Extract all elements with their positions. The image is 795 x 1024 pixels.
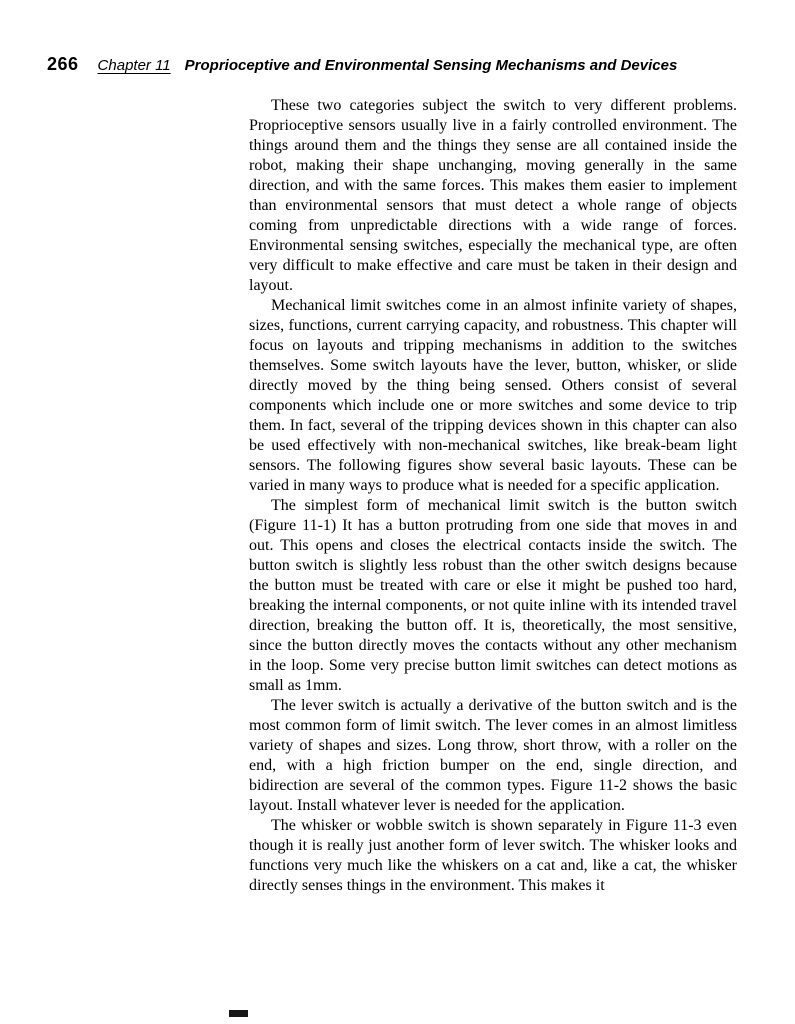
page-number: 266 [47,54,79,74]
chapter-label: Chapter 11 [97,57,171,74]
paragraph-1: These two categories subject the switch to very different problems. Proprioceptive sensors usually live in a fairly controlled environment. The things around them and the things they sense are all contained inside the robot, making their shape unchanging, moving generally in the same direction, and with the same forces. This makes them easier to implement than environmental sensors that must detect a whole range of objects coming from unpredictable directions with a wide range of forces. Environmental sensing switches, especially the mechanical type, are often very difficult to make effective and care must be taken in their design and layout. [249,97,737,294]
paragraph-4: The lever switch is actually a derivative of the button switch and is the most common form of limit switch. The lever comes in an almost limitless variety of shapes and sizes. Long throw, short throw, with a roller on the end, with a high friction bumper on the end, single direction, and bidirection are several of the common types. Figure 11-2 shows the basic layout. Install whatever lever is needed for the application. [249,697,737,814]
body-text [249,96,737,896]
paragraph-2: Mechanical limit switches come in an almost infinite variety of shapes, sizes, functions, current carrying capacity, and robustness. This chapter will focus on layouts and tripping mechanisms in addition to the switches themselves. Some switch layouts have the lever, button, whisker, or slide directly moved by the thing being sensed. Others consist of several components which include one or more switches and some device to trip them. In fact, several of the tripping devices shown in this chapter can also be used effectively with non-mechanical switches, like break-beam light sensors. The following figures show several basic layouts. These can be varied in many ways to produce what is needed for a specific application. [249,297,737,494]
paragraph-3: The simplest form of mechanical limit switch is the button switch (Figure 11-1) It has a button protruding from one side that moves in and out. This opens and closes the electrical contacts inside the switch. The button switch is slightly less robust than the other switch designs because the button must be treated with care or else it might be pushed too hard, breaking the internal components, or not quite inline with its intended travel direction, breaking the button off. It is, theoretically, the most sensitive, since the button directly moves the contacts without any other mechanism in the loop. Some very precise button limit switches can detect motions as small as 1mm. [249,497,737,694]
chapter-title: Proprioceptive and Environmental Sensing Mechanisms and Devices [184,57,678,74]
scan-artifact-mark [229,1010,248,1017]
running-header [47,54,755,75]
paragraph-5: The whisker or wobble switch is shown separately in Figure 11-3 even though it is really just another form of lever switch. The whisker looks and functions very much like the whiskers on a cat and, like a cat, the whisker directly senses things in the environment. This makes it [249,817,737,894]
